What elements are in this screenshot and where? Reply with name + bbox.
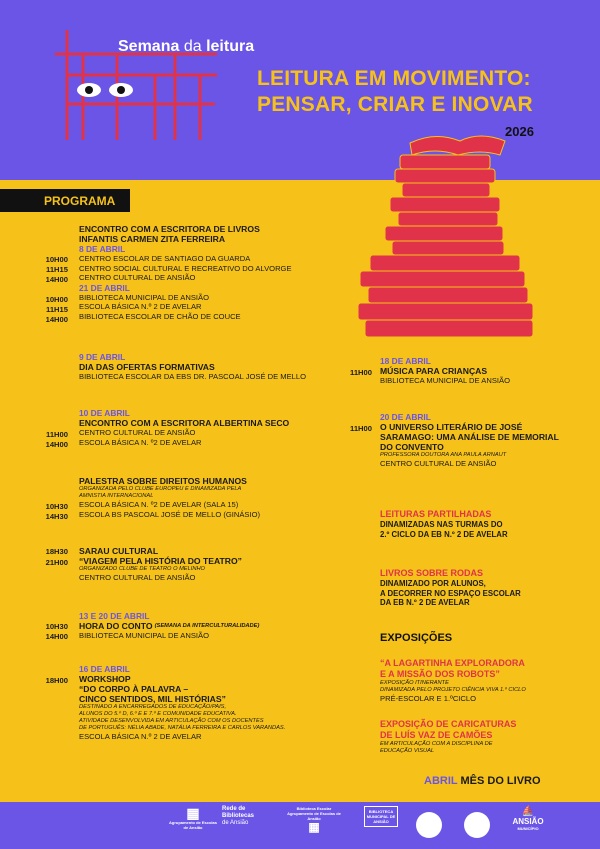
event-title: SARAU CULTURAL	[79, 546, 159, 556]
event-block-palestra	[79, 476, 260, 519]
page-title: LEITURA EM MOVIMENTO: PENSAR, CRIAR E INOVAR	[257, 67, 533, 116]
seal-icon	[464, 812, 490, 838]
event-subtitle: A DECORRER NO ESPAÇO ESCOLAR	[380, 588, 521, 598]
event-date: 13 E 20 DE ABRIL	[79, 611, 150, 621]
logo-text: Rede de	[222, 806, 246, 812]
event-note: DESTINADO A ENCARREGADOS DE EDUCAÇÃO/PAIS,	[79, 704, 227, 710]
time: 14H00	[45, 440, 68, 449]
event-date: 16 DE ABRIL	[79, 664, 130, 674]
location: ESCOLA BÁSICA N.º 2 DE AVELAR	[79, 732, 202, 741]
event-block-carmen	[79, 224, 292, 321]
event-block-musica	[380, 356, 510, 386]
boat-icon: ⛵	[521, 806, 535, 817]
event-date: 20 DE ABRIL	[380, 412, 431, 422]
event-date: 9 DE ABRIL	[79, 352, 126, 362]
location: ESCOLA BÁSICA N.º 2 DE AVELAR	[79, 302, 202, 311]
event-title: MÚSICA PARA CRIANÇAS	[380, 366, 488, 376]
abril-word: ABRIL	[424, 775, 458, 787]
location: BIBLIOTECA ESCOLAR DA EBS DR. PASCOAL JOSÉ DE MELLO	[79, 372, 307, 381]
expo-title: “A LAGARTINHA EXPLORADORA	[380, 658, 525, 668]
logo-text: BIBLIOTECA MUNICIPAL DE ANSIÃO	[366, 809, 396, 824]
event-block-conto	[79, 611, 259, 641]
location: ESCOLA BÁSICA N. º2 DE AVELAR	[79, 437, 202, 447]
expo-lagartinha	[380, 658, 526, 704]
expo-note: EDUCAÇÃO VISUAL	[380, 748, 435, 754]
event-title: SARAMAGO: UMA ANÁLISE DE MEMORIAL	[380, 432, 559, 442]
expo-note: DINAMIZADA PELO PROJETO CIÊNCIA VIVA 1.º CICLO	[380, 687, 526, 693]
event-note: ORGANIZADO CLUBE DE TEATRO O MELINHO	[79, 566, 205, 572]
logo-text: Bibliotecas	[222, 813, 255, 819]
location: CENTRO CULTURAL DE ANSIÃO	[79, 428, 196, 437]
location: BIBLIOTECA ESCOLAR DE CHÃO DE COUCE	[79, 311, 241, 321]
event-title: ENCONTRO COM A ESCRITORA ALBERTINA SECO	[79, 418, 290, 428]
logo-text: Biblioteca Escolar Agrupamento de Escolas de Ansião	[287, 806, 341, 821]
logo-agrupamento	[168, 806, 218, 830]
location: CENTRO SOCIAL CULTURAL E RECREATIVO DO ALVORGE	[79, 263, 292, 273]
exposicoes-heading	[380, 634, 452, 644]
logo-circle-1	[414, 806, 444, 838]
location: BIBLIOTECA MUNICIPAL DE ANSIÃO	[79, 292, 209, 302]
logo-mark-icon: ▦	[308, 820, 320, 834]
event-date: 10 DE ABRIL	[79, 408, 130, 418]
event-date: 8 DE ABRIL	[79, 244, 126, 254]
event-subtitle: DA EB N.º 2 DE AVELAR	[380, 598, 470, 607]
logo-mark-icon: ▦	[186, 805, 200, 821]
event-title: O UNIVERSO LITERÁRIO DE JOSÉ	[380, 422, 523, 432]
year-label: 2026	[505, 124, 534, 139]
event-note: AMNISTIA INTERNACIONAL	[79, 493, 154, 499]
event-title: INFANTIS CARMEN ZITA FERREIRA	[79, 234, 226, 244]
time: 14H30	[45, 512, 68, 521]
time: 11H15	[46, 265, 68, 274]
event-subtitle: DINAMIZADO POR ALUNOS,	[380, 579, 486, 588]
location: CENTRO ESCOLAR DE SANTIAGO DA GUARDA	[79, 254, 251, 263]
seal-icon	[416, 812, 442, 838]
event-block-ofertas	[79, 352, 306, 382]
event-block-workshop	[79, 664, 285, 742]
books-stack-illustration	[340, 125, 560, 355]
logo-ansiao	[510, 806, 546, 831]
event-block-albertina	[79, 408, 289, 447]
event-block-saramago	[380, 412, 559, 469]
logo-text: Agrupamento de Escolas de Ansião	[168, 820, 217, 830]
event-subtitle: Semana da leitura	[118, 38, 255, 55]
abril-mes-livro	[424, 775, 541, 787]
event-title: “DO CORPO À PALAVRA –	[79, 684, 189, 694]
time: 10H00	[45, 255, 68, 264]
time: 11H00	[350, 368, 372, 377]
time: 14H00	[45, 275, 68, 284]
location: CENTRO CULTURAL DE ANSIÃO	[79, 273, 196, 282]
logo-text: de Ansião	[222, 820, 249, 826]
event-title: LEITURAS PARTILHADAS	[380, 509, 492, 519]
location: ESCOLA BS PASCOAL JOSÉ DE MELLO (GINÁSIO)	[79, 509, 261, 519]
time: 14H00	[45, 632, 68, 641]
expo-camoes	[380, 719, 516, 755]
logo-biblioteca-escolar	[284, 806, 344, 833]
time: 11H15	[46, 305, 68, 314]
location: CENTRO CULTURAL DE ANSIÃO	[79, 573, 196, 582]
event-title: ENCONTRO COM A ESCRITORA DE LIVROS	[79, 224, 260, 234]
event-note: ATIVIDADE DESENVOLVIDA EM ARTICULAÇÃO COM OS DOCENTES	[79, 718, 264, 724]
programa-label: PROGRAMA	[0, 189, 130, 212]
event-title: DIA DAS OFERTAS FORMATIVAS	[79, 362, 215, 372]
expo-title: E A MISSÃO DOS ROBOTS”	[380, 669, 500, 679]
section-heading: EXPOSIÇÕES	[380, 632, 453, 644]
time: 11H00	[350, 424, 372, 433]
location: BIBLIOTECA MUNICIPAL DE ANSIÃO	[79, 631, 209, 640]
event-date: 18 DE ABRIL	[380, 356, 431, 366]
location: ESCOLA BÁSICA N. º2 DE AVELAR (SALA 15)	[79, 500, 239, 509]
logo-text: MUNICÍPIO	[517, 826, 539, 831]
time: 14H00	[45, 315, 68, 324]
logo-rede	[222, 806, 272, 827]
time: 10H30	[45, 622, 68, 631]
event-block-rodas	[380, 568, 521, 608]
logo-biblioteca-municipal	[364, 806, 398, 827]
time: 18H00	[45, 676, 68, 685]
time: 10H00	[45, 295, 68, 304]
location: BIBLIOTECA MUNICIPAL DE ANSIÃO	[380, 376, 510, 385]
time: 10H30	[45, 502, 68, 511]
event-note: DE PORTUGUÊS: NÉLIA ABADE, NATÁLIA FERREIRA E CARLOS VARANDAS.	[79, 725, 286, 731]
time: 18H30	[45, 547, 68, 556]
expo-title: EXPOSIÇÃO DE CARICATURAS	[380, 719, 517, 729]
event-tag: (SEMANA DA INTERCULTURALIDADE)	[154, 623, 260, 629]
expo-note: EXPOSIÇÃO ITINERANTE	[380, 680, 449, 686]
location: CENTRO CULTURAL DE ANSIÃO	[380, 459, 497, 468]
event-note: ALUNOS DO 5.º D, 6.º E E 7.º E COMUNIDADE EDUCATIVA.	[79, 711, 237, 717]
event-title: HORA DO CONTO	[79, 621, 153, 631]
event-title: DO CONVENTO	[380, 442, 444, 452]
event-date: 21 DE ABRIL	[79, 282, 130, 293]
expo-title: DE LUÍS VAZ DE CAMÕES	[380, 730, 493, 740]
event-block-leituras	[380, 509, 508, 539]
location: PRÉ-ESCOLAR E 1.ºCICLO	[380, 694, 477, 703]
event-note: PROFESSORA DOUTORA ANA PAULA ARNAUT	[380, 452, 507, 458]
event-title: CINCO SENTIDOS, MIL HISTÓRIAS”	[79, 694, 226, 704]
logo-circle-2	[462, 806, 492, 838]
mes-livro: MÊS DO LIVRO	[460, 775, 541, 787]
event-subtitle: 2.º CICLO DA EB N.º 2 DE AVELAR	[380, 529, 508, 539]
event-block-sarau	[79, 546, 242, 583]
event-title: “VIAGEM PELA HISTÓRIA DO TEATRO”	[79, 556, 242, 566]
expo-note: EM ARTICULAÇÃO COM A DISCIPLINA DE	[380, 741, 493, 747]
event-note: ORGANIZADA PELO CLUBE EUROPEU E DINAMIZADA PELA	[79, 486, 242, 492]
event-title: PALESTRA SOBRE DIREITOS HUMANOS	[79, 476, 247, 486]
time: 11H00	[46, 430, 68, 439]
logo-text: ANSIÃO	[512, 817, 544, 826]
event-subtitle: DINAMIZADAS NAS TURMAS DO	[380, 520, 503, 529]
time: 21H00	[45, 558, 68, 567]
event-title: WORKSHOP	[79, 674, 131, 684]
event-title: LIVROS SOBRE RODAS	[380, 568, 484, 578]
